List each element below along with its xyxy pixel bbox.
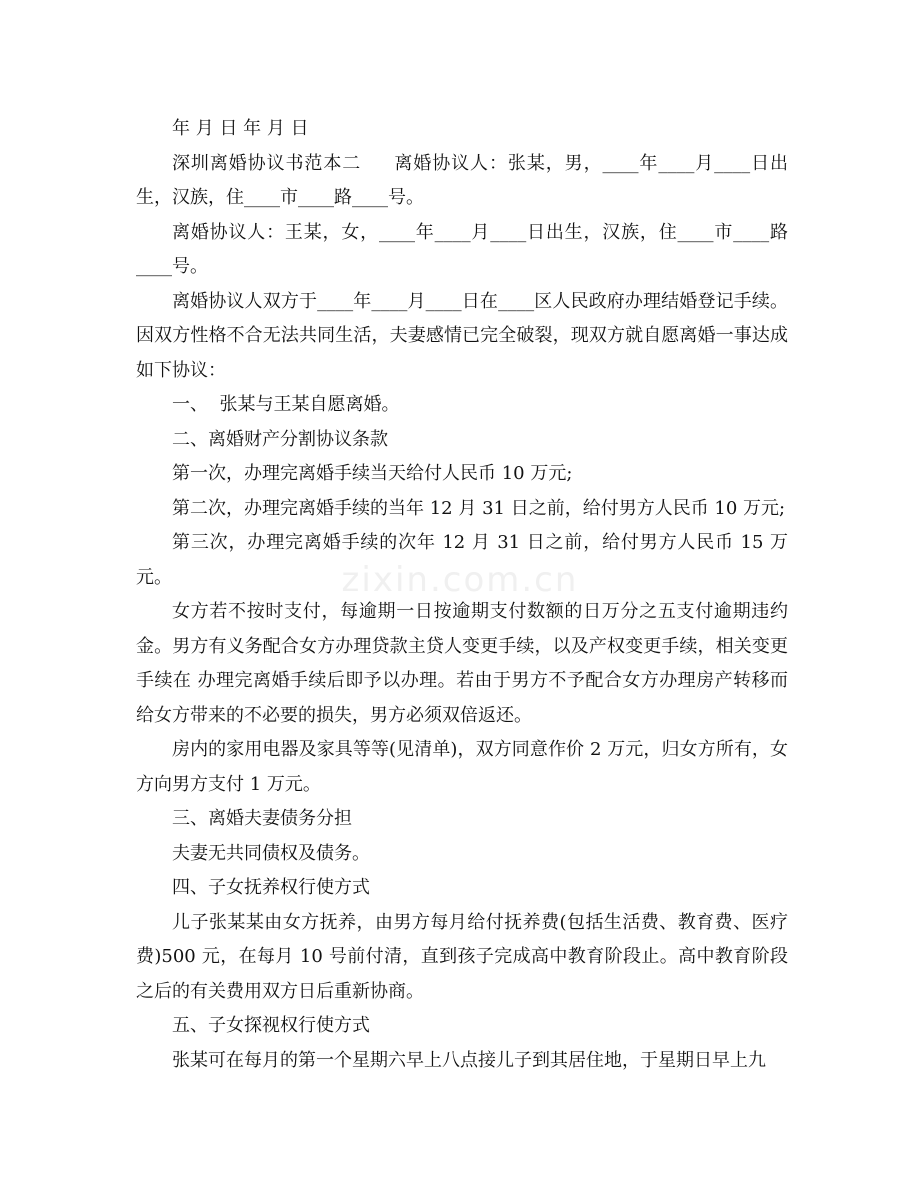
payment-1: 第一次，办理完离婚手续当天给付人民币 10 万元; — [172, 463, 573, 484]
clause-1: 一、 张某与王某自愿离婚。 — [172, 394, 400, 415]
paragraph-title-party-a: 深圳离婚协议书范本二 离婚协议人：张某，男，____年____月____日出生，汉族，住____市____路____号。 — [136, 152, 788, 208]
watermark: zixin.com.cn — [341, 560, 579, 600]
paragraph-debts: 夫妻无共同债权及债务。 — [172, 842, 370, 864]
clause-2-heading: 二、离婚财产分割协议条款 — [172, 428, 388, 450]
clause-3-heading: 三、离婚夫妻债务分担 — [172, 808, 352, 829]
document-body — [136, 112, 788, 1078]
payment-2: 第二次，办理完离婚手续的当年 12 月 31 日之前，给付男方人民币 10 万元; — [172, 497, 786, 519]
paragraph-party-b: 离婚协议人：王某，女，____年____月____日出生，汉族，住____市____路____号。 — [136, 221, 788, 277]
paragraph-furniture: 房内的家用电器及家具等等(见清单)，双方同意作价 2 万元，归女方所有，女方向男方支付 1 万元。 — [136, 739, 788, 795]
paragraph-custody: 儿子张某某由女方抚养，由男方每月给付抚养费(包括生活费、教育费、医疗费)500 元，在每月 10 号前付清，直到孩子完成高中教育阶段止。高中教育阶段之后的有关费用双方日后重新协商。 — [136, 911, 788, 1002]
paragraph-marriage-registration: 离婚协议人双方于____年____月____日在____区人民政府办理结婚登记手续。因双方性格不合无法共同生活，夫妻感情已完全破裂，现双方就自愿离婚一事达成如下协议： — [136, 290, 788, 381]
clause-4-heading: 四、子女抚养权行使方式 — [172, 877, 370, 898]
clause-5-heading: 五、子女探视权行使方式 — [172, 1015, 370, 1036]
paragraph-visitation: 张某可在每月的第一个星期六早上八点接儿子到其居住地，于星期日早上九 — [172, 1049, 766, 1071]
payment-3: 第三次，办理完离婚手续的次年 12 月 31 日之前，给付男方人民币 15 万元。 — [136, 532, 788, 588]
paragraph-late-payment: 女方若不按时支付，每逾期一日按逾期支付数额的日万分之五支付逾期违约金。男方有义务配合女方办理贷款主贷人变更手续，以及产权变更手续，相关变更手续在 办理完离婚手续后即予以办理。若由于男方不予配合女方办理房产转移而给女方带来的不必要的损失，男方必须双倍返还。 — [136, 601, 788, 726]
date-line: 年 月 日 年 月 日 — [172, 118, 309, 139]
